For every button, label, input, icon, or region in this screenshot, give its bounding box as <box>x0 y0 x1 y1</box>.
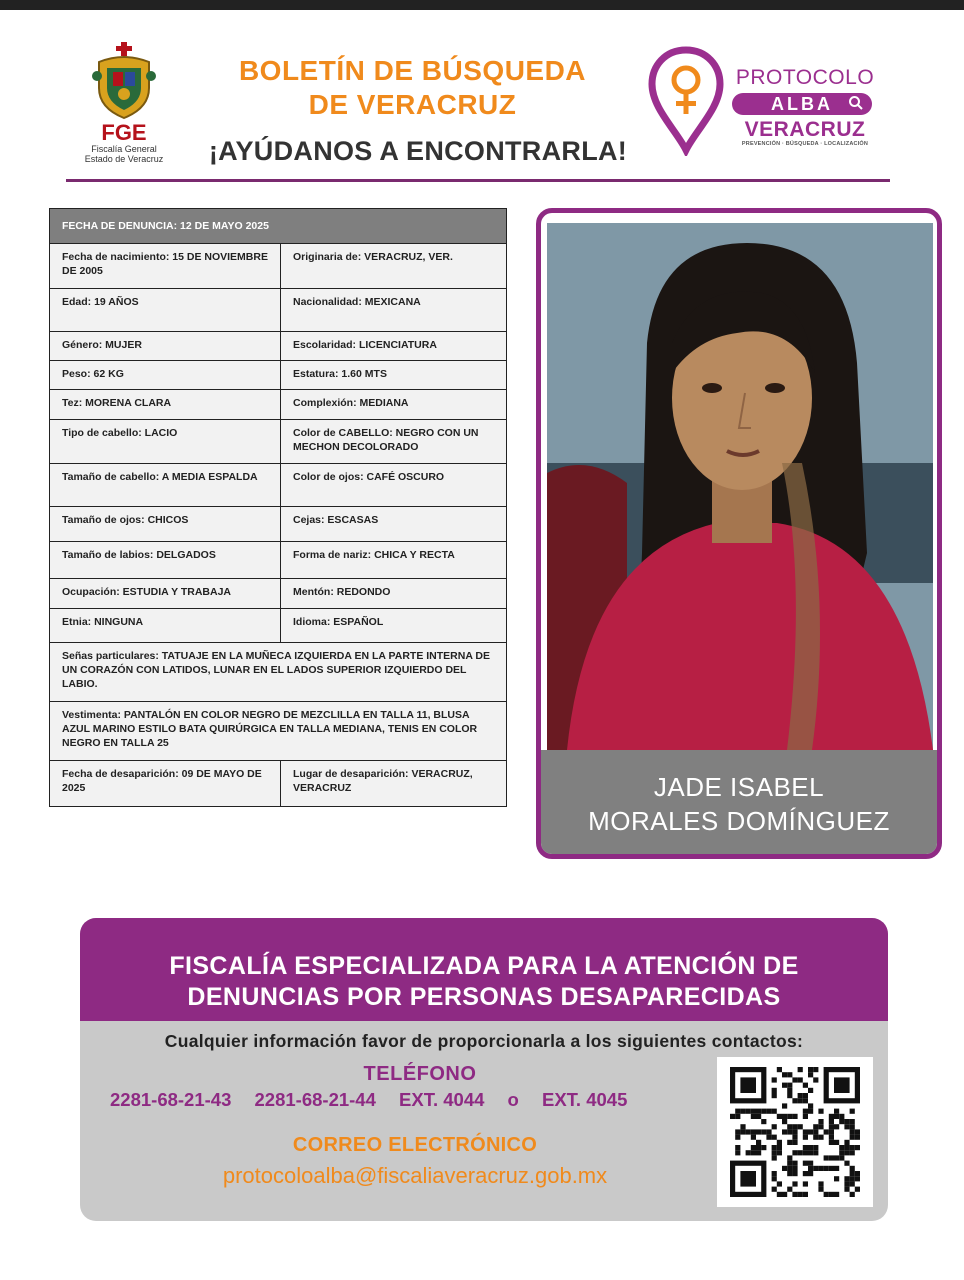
bulletin-title <box>190 54 635 122</box>
table-row <box>50 420 507 464</box>
phone-label: TELÉFONO <box>363 1063 477 1085</box>
person-portrait <box>547 223 933 750</box>
lip-size: Tamaño de labios: DELGADOS <box>50 542 281 579</box>
age: Edad: 19 AÑOS <box>50 289 281 332</box>
table-row <box>50 464 507 507</box>
education: Escolaridad: LICENCIATURA <box>281 332 507 361</box>
contact-instructions: Cualquier información favor de proporcionarla a los siguientes contactos: <box>164 1031 804 1051</box>
table-row <box>50 643 507 702</box>
fge-acronym: FGE <box>101 120 147 145</box>
table-row <box>50 332 507 361</box>
phone-numbers <box>110 1089 710 1111</box>
table-row <box>50 702 507 761</box>
build: Complexión: MEDIANA <box>281 390 507 420</box>
table-row <box>50 609 507 643</box>
complaint-date: FECHA DE DENUNCIA: 12 DE MAYO 2025 <box>50 209 507 244</box>
top-bar <box>0 0 964 10</box>
phone-2[interactable]: 2281-68-21-44 <box>254 1089 376 1110</box>
name-line1: JADE ISABEL <box>653 772 825 802</box>
origin: Originaria de: VERACRUZ, VER. <box>281 244 507 289</box>
agency-line1: FISCALÍA ESPECIALIZADA PARA LA ATENCIÓN DE <box>169 952 799 980</box>
table-row <box>50 390 507 420</box>
female-location-pin-icon <box>648 46 724 156</box>
extension-1: EXT. 4044 <box>399 1089 485 1110</box>
nationality: Nacionalidad: MEXICANA <box>281 289 507 332</box>
complexion-tone: Tez: MORENA CLARA <box>50 390 281 420</box>
name-line2: MORALES DOMÍNGUEZ <box>588 806 890 836</box>
contact-card <box>80 918 888 1221</box>
table-row <box>50 289 507 332</box>
disappearance-date: Fecha de desaparición: 09 DE MAYO DE 2025 <box>50 761 281 807</box>
height: Estatura: 1.60 MTS <box>281 361 507 390</box>
title-line2: DE VERACRUZ <box>308 89 517 120</box>
missing-person-photo <box>547 223 933 750</box>
nose-shape: Forma de nariz: CHICA Y RECTA <box>281 542 507 579</box>
table-header-row <box>50 209 507 244</box>
person-details-table <box>49 208 507 807</box>
hair-type: Tipo de cabello: LACIO <box>50 420 281 464</box>
gender: Género: MUJER <box>50 332 281 361</box>
chin: Mentón: REDONDO <box>281 579 507 609</box>
ethnicity: Etnia: NINGUNA <box>50 609 281 643</box>
fge-line2: Estado de Veracruz <box>84 154 164 164</box>
phone-1[interactable]: 2281-68-21-43 <box>110 1089 232 1110</box>
disappearance-place: Lugar de desaparición: VERACRUZ, VERACRUZ <box>281 761 507 807</box>
alba-veracruz-word: VERACRUZ <box>744 118 866 141</box>
table-row <box>50 244 507 289</box>
eye-color: Color de ojos: CAFÉ OSCURO <box>281 464 507 507</box>
alba-tagline: PREVENCIÓN · BÚSQUEDA · LOCALIZACIÓN <box>741 141 869 147</box>
hair-length: Tamaño de cabello: A MEDIA ESPALDA <box>50 464 281 507</box>
hair-color: Color de CABELLO: NEGRO CON UN MECHON DECOLORADO <box>281 420 507 464</box>
clothing: Vestimenta: PANTALÓN EN COLOR NEGRO DE MEZCLILLA EN TALLA 11, BLUSA AZUL MARINO ESTILO BATA QUIRÚRGICA EN TALLA MEDIANA, TENIS EN COLOR NEGRO EN TALLA 25 <box>50 702 507 761</box>
missing-person-name <box>541 750 937 854</box>
qr-code[interactable] <box>717 1057 873 1207</box>
agency-line2: DENUNCIAS POR PERSONAS DESAPARECIDAS <box>187 983 781 1011</box>
alba-word: ALBA <box>771 94 833 114</box>
veracruz-coat-of-arms-icon <box>91 42 157 120</box>
fge-logo <box>76 42 172 167</box>
table-row <box>50 542 507 579</box>
magnifier-icon <box>848 95 864 111</box>
language: Idioma: ESPAÑOL <box>281 609 507 643</box>
table-row <box>50 361 507 390</box>
agency-heading <box>80 918 888 1021</box>
header-divider <box>66 179 890 182</box>
eye-size: Tamaño de ojos: CHICOS <box>50 507 281 542</box>
alba-protocolo-word: PROTOCOLO <box>735 66 875 89</box>
title-line1: BOLETÍN DE BÚSQUEDA <box>238 55 587 86</box>
occupation: Ocupación: ESTUDIA Y TRABAJA <box>50 579 281 609</box>
email-link[interactable]: protocoloalba@fiscaliaveracruz.gob.mx <box>222 1163 608 1188</box>
distinguishing-marks: Señas particulares: TATUAJE EN LA MUÑECA IZQUIERDA EN LA PARTE INTERNA DE UN CORAZÓN CON LATIDOS, LUNAR EN EL LADOS SUPERIOR IZQUIERDO DEL LABIO. <box>50 643 507 702</box>
help-text: ¡AYÚDANOS A ENCONTRARLA! <box>208 136 628 166</box>
protocolo-alba-logo <box>648 46 888 156</box>
or-word: o <box>507 1089 519 1110</box>
birth-date: Fecha de nacimiento: 15 DE NOVIEMBRE DE 2005 <box>50 244 281 289</box>
alba-pill <box>732 93 872 115</box>
extension-2: EXT. 4045 <box>542 1089 628 1110</box>
email-label: CORREO ELECTRÓNICO <box>292 1134 538 1156</box>
table-row <box>50 507 507 542</box>
table-row <box>50 761 507 807</box>
fge-line1: Fiscalía General <box>91 144 157 154</box>
eyebrows: Cejas: ESCASAS <box>281 507 507 542</box>
missing-person-card <box>536 208 942 859</box>
weight: Peso: 62 KG <box>50 361 281 390</box>
table-row <box>50 579 507 609</box>
qr-code-icon <box>730 1067 860 1197</box>
